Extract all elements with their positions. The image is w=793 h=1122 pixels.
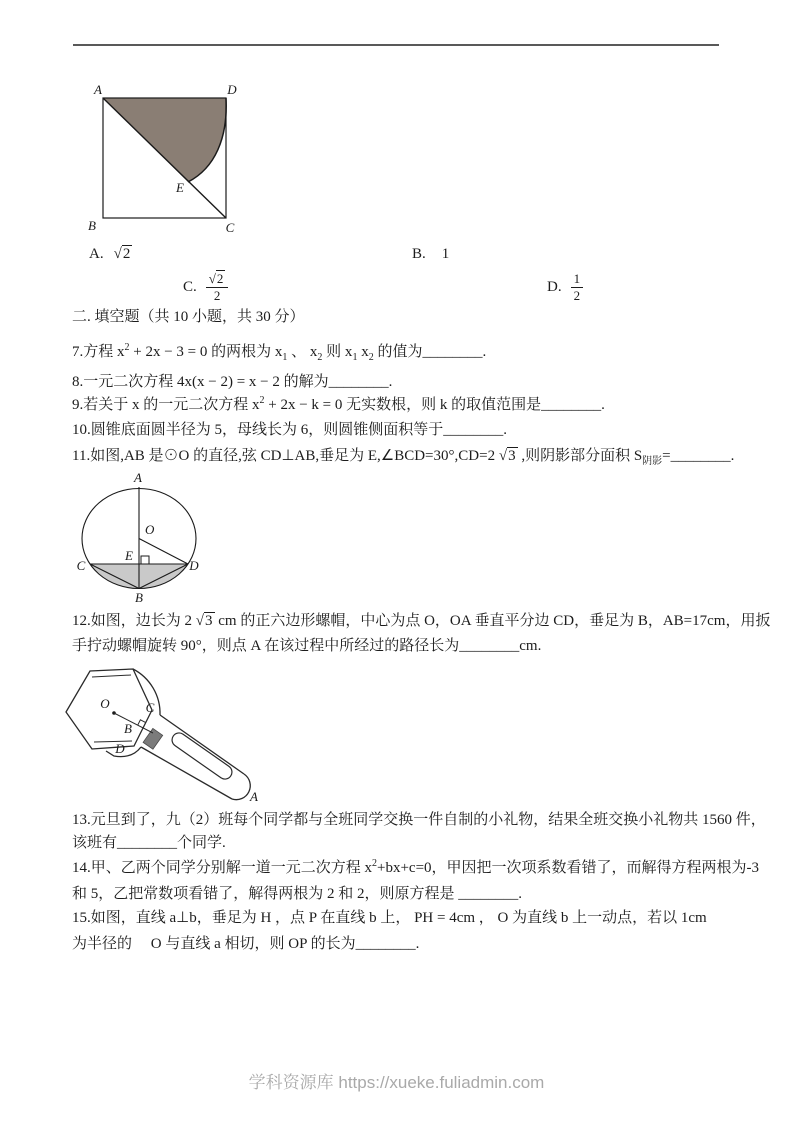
question-12-line1: 12.如图，边长为 2 √3 cm 的正六边形螺帽，中心为点 O，OA 垂直平分边 CD，垂足为 B，AB=17cm，用扳: [72, 613, 771, 629]
section2-header: 二. 填空题（共 10 小题，共 30 分）: [72, 309, 305, 325]
option-c-value: $\frac{√2}{2}$: [206, 272, 229, 303]
question-13-line2: 该班有________个同学.: [72, 835, 226, 851]
option-d-value: $\frac{1}{2}$: [571, 272, 584, 303]
circle-figure-svg: [72, 470, 212, 605]
label-b: B: [124, 721, 132, 736]
jaw-block: [143, 728, 163, 749]
label-d: D: [227, 82, 237, 97]
label-a: A: [94, 82, 102, 97]
footer-link[interactable]: 学科资源库 https://xueke.fuliadmin.com: [248, 1073, 545, 1092]
option-c: [183, 272, 228, 303]
question-11: 11.如图,AB 是⊙O 的直径,弦 CD⊥AB,垂足为 E,∠BCD=30°,CD=2 √3 ,则阴影部分面积 $S_{阴影}=\_\_\_\_\_\_\_\_$.: [72, 448, 735, 467]
question-10: 10.圆锥底面圆半径为 5，母线长为 6，则圆锥侧面积等于________.: [72, 422, 508, 438]
square-figure: [80, 78, 245, 243]
footer-watermark: [0, 1068, 793, 1093]
question-15-line2: 为半径的 O 与直线 a 相切，则 OP 的长为________.: [72, 936, 420, 952]
question-9: 9.若关于 x 的一元二次方程 $x^2 + 2x - k = 0$ 无实数根，则 k 的取值范围是________.: [72, 395, 605, 413]
label-c: C: [76, 558, 86, 573]
question-12-line2: 手拧动螺帽旋转 90°，则点 A 在该过程中所经过的路径长为________cm.: [72, 638, 542, 654]
option-d-label: D.: [547, 279, 562, 295]
label-a: A: [134, 470, 142, 485]
nut-chamfer-bottom: [94, 741, 132, 742]
label-b: B: [88, 218, 96, 233]
option-d: [547, 272, 583, 303]
option-b-label: B.: [412, 246, 426, 262]
option-a-label: A.: [89, 246, 104, 262]
circle-figure: [72, 470, 212, 605]
label-e: E: [176, 180, 184, 195]
question-8: 8.一元二次方程 4x(x − 2) = x − 2 的解为________.: [72, 374, 393, 390]
label-e: E: [125, 548, 133, 563]
question-14-line1: 14.甲、乙两个同学分别解一道一元二次方程 $x^2+bx+c=0$，甲因把一次项系数看错了，而解得方程两根为-3: [72, 858, 760, 876]
right-angle-mark: [141, 556, 149, 564]
label-a: A: [250, 789, 258, 804]
question-15-line1: 15.如图，直线 a⊥b，垂足为 H ，点 P 在直线 b 上， PH = 4cm ， O 为直线 b 上一动点，若以 1cm: [72, 910, 707, 926]
label-c: C: [225, 220, 235, 235]
label-b: B: [135, 590, 143, 605]
handle-end-cap: [232, 774, 250, 800]
label-o: O: [100, 696, 110, 711]
label-c: C: [145, 700, 155, 715]
line-ob: [114, 713, 153, 733]
nut-chamfer-top: [92, 675, 131, 677]
wrench-figure-svg: [56, 662, 291, 810]
option-c-label: C.: [183, 279, 197, 295]
question-13-line1: 13.元旦到了，九（2）班每个同学都与全班同学交换一件自制的小礼物，结果全班交换小礼物共 1560 件，: [72, 812, 766, 828]
handle-slot: [169, 730, 234, 782]
option-a-value: √2: [113, 246, 131, 262]
option-b-value: 1: [441, 246, 450, 262]
question-7: 7.方程 $x^2 + 2x - 3 = 0$ 的两根为 $x_1$ 、 $x_2$ 则 $x_1$ $x_2$ 的值为________.: [72, 342, 487, 363]
handle-bottom-edge: [141, 747, 232, 799]
top-rule: [73, 44, 719, 46]
label-d: D: [189, 558, 199, 573]
label-o: O: [145, 522, 155, 537]
option-a: [89, 246, 132, 263]
radius-od: [139, 539, 188, 565]
shaded-region: [103, 98, 226, 182]
option-b: [412, 246, 449, 263]
label-d: D: [115, 741, 125, 756]
wrench-figure: [56, 662, 291, 810]
square-figure-svg: [80, 78, 245, 243]
question-14-line2: 和 5，乙把常数项看错了，解得两根为 2 和 2，则原方程是 ________.: [72, 886, 523, 902]
